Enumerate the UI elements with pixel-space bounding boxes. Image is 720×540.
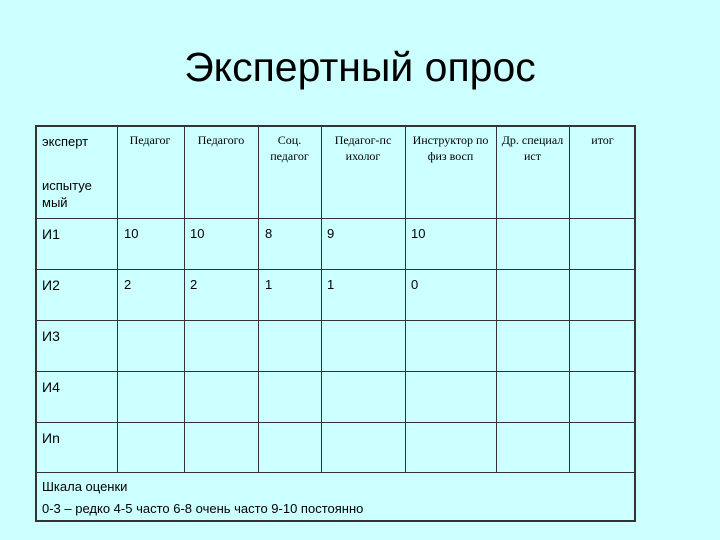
table-cell: 9 — [327, 226, 335, 241]
slide-title: Экспертный опрос — [184, 44, 536, 90]
column-divider — [321, 127, 322, 472]
row-divider — [37, 218, 634, 219]
column-divider — [117, 127, 118, 472]
column-header: Др. специал ист — [501, 133, 564, 163]
row-divider — [37, 320, 634, 321]
table-cell: 2 — [124, 277, 132, 292]
table-cell: 10 — [411, 226, 426, 241]
table-cell: 8 — [265, 226, 273, 241]
table-cell: 2 — [190, 277, 198, 292]
column-header: Педагог-пс ихолог — [334, 133, 392, 163]
header-corner-expert: эксперт — [42, 134, 89, 149]
table-cell: 1 — [327, 277, 335, 292]
column-divider — [496, 127, 497, 472]
table-cell: 1 — [265, 277, 273, 292]
header-corner-subject: испытуе мый — [42, 178, 92, 210]
row-label: И3 — [42, 328, 60, 344]
column-header: Педагог — [129, 133, 171, 147]
table-cell: 10 — [124, 226, 139, 241]
row-label: И2 — [42, 277, 60, 293]
column-header: итог — [591, 133, 614, 147]
table-cell: 10 — [190, 226, 205, 241]
row-label: И4 — [42, 379, 60, 395]
column-header: Инструктор по физ восп — [412, 133, 489, 163]
row-divider — [37, 422, 634, 423]
row-divider — [37, 371, 634, 372]
row-label: Иn — [42, 430, 60, 446]
row-label: И1 — [42, 226, 60, 242]
survey-table — [35, 125, 636, 522]
row-divider — [37, 472, 634, 473]
column-divider — [405, 127, 406, 472]
column-divider — [184, 127, 185, 472]
column-divider — [569, 127, 570, 472]
table-cell: 0 — [411, 277, 419, 292]
column-divider — [258, 127, 259, 472]
scale-heading: Шкала оценки — [42, 479, 128, 494]
column-header: Педагого — [197, 133, 245, 147]
row-divider — [37, 269, 634, 270]
column-header: Соц. педагог — [270, 133, 309, 163]
scale-description: 0-3 – редко 4-5 часто 6-8 очень часто 9-10 постоянно — [42, 501, 364, 516]
